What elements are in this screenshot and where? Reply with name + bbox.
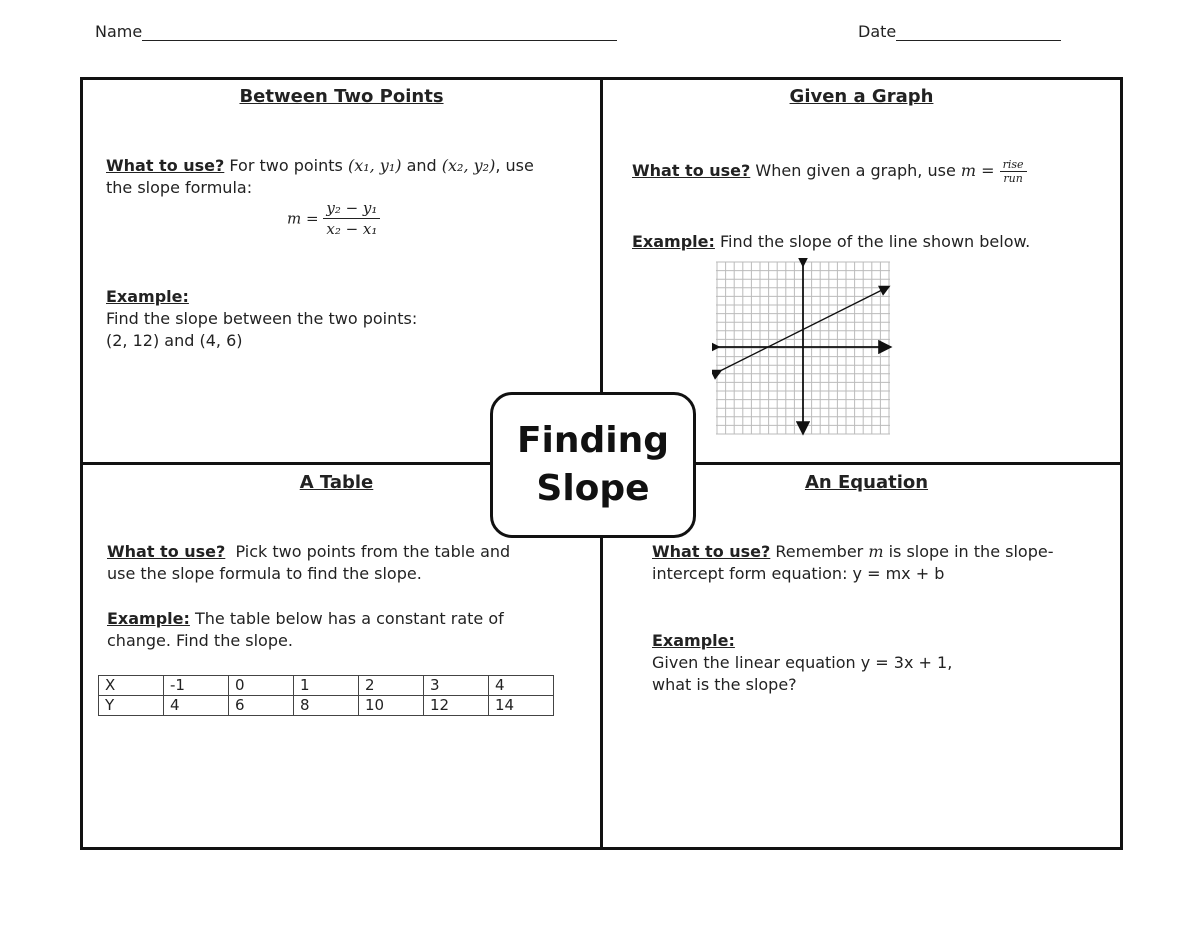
table-cell: 4 <box>164 696 229 716</box>
date-blank-line[interactable] <box>896 24 1061 41</box>
q4-example-line2: what is the slope? <box>652 675 797 694</box>
q2-title: Given a Graph <box>789 86 934 107</box>
q1-formula-lhs: m = <box>287 209 319 228</box>
q1-what-text: For two points <box>224 156 348 175</box>
table-cell: Y <box>99 696 164 716</box>
q3-what-to-use <box>107 541 577 585</box>
q1-title: Between Two Points <box>239 86 444 107</box>
q1-slope-formula <box>287 198 380 239</box>
q1-example <box>106 286 586 352</box>
q1-example-line1: Find the slope between the two points: <box>106 309 418 328</box>
name-label: Name <box>95 22 143 41</box>
q1-and-text: and <box>401 156 442 175</box>
q2-formula-denominator: run <box>1003 172 1023 185</box>
q2-example-label: Example: <box>632 232 715 251</box>
title-line1: Finding <box>516 420 670 461</box>
q1-what-to-use <box>106 155 586 199</box>
q3-what-line2: use the slope formula to find the slope. <box>107 564 422 583</box>
q1-what-line2: the slope formula: <box>106 178 253 197</box>
q3-title: A Table <box>299 472 374 493</box>
title-line2: Slope <box>536 468 650 509</box>
q1-point1: (x₁, y₁) <box>347 156 402 175</box>
date-field[interactable] <box>858 22 1061 41</box>
q3-example-label: Example: <box>107 609 190 628</box>
title-box <box>490 392 696 538</box>
q3-what-label: What to use? <box>107 542 226 561</box>
q2-formula-numerator: rise <box>1000 158 1027 172</box>
q3-what-line1: Pick two points from the table and <box>225 542 511 561</box>
q4-what-text: Remember <box>770 542 869 561</box>
q1-point2: (x₂, y₂) <box>441 156 496 175</box>
q4-m-variable: m <box>868 542 884 561</box>
q2-what-to-use <box>632 158 1112 185</box>
q2-what-label: What to use? <box>632 161 751 180</box>
table-cell: 2 <box>359 676 424 696</box>
q1-use-text: , use <box>495 156 534 175</box>
q1-example-line2: (2, 12) and (4, 6) <box>106 331 243 350</box>
q4-title: An Equation <box>804 472 929 493</box>
q2-formula-fraction <box>1000 158 1027 185</box>
q3-example-line2: change. Find the slope. <box>107 631 293 650</box>
table-cell: X <box>99 676 164 696</box>
table-cell: 14 <box>489 696 554 716</box>
table-cell: 10 <box>359 696 424 716</box>
q2-example <box>632 231 1112 253</box>
q2-example-text: Find the slope of the line shown below. <box>714 232 1031 251</box>
table-row-x <box>99 676 554 696</box>
coordinate-graph <box>712 258 894 438</box>
name-field[interactable] <box>95 22 617 41</box>
q3-example <box>107 608 577 652</box>
table-cell: 6 <box>229 696 294 716</box>
date-label: Date <box>858 22 897 41</box>
q4-example-label: Example: <box>652 631 735 650</box>
q1-formula-fraction <box>323 198 380 239</box>
q4-what-line2: intercept form equation: y = mx + b <box>652 564 945 583</box>
table-cell: 1 <box>294 676 359 696</box>
table-cell: 3 <box>424 676 489 696</box>
q4-what-to-use <box>652 541 1112 585</box>
q2-formula-lhs: m = <box>960 161 995 180</box>
q4-example-line1: Given the linear equation y = 3x + 1, <box>652 653 953 672</box>
q1-what-label: What to use? <box>106 156 225 175</box>
q3-example-line1: The table below has a constant rate of <box>189 609 504 628</box>
q2-what-text: When given a graph, use <box>750 161 961 180</box>
q1-formula-denominator: x₂ − x₁ <box>326 220 378 238</box>
q1-formula-numerator: y₂ − y₁ <box>323 198 380 219</box>
table-cell: 0 <box>229 676 294 696</box>
table-cell: -1 <box>164 676 229 696</box>
q4-what-label: What to use? <box>652 542 771 561</box>
q4-example <box>652 630 1112 696</box>
name-blank-line[interactable] <box>142 24 617 41</box>
table-cell: 12 <box>424 696 489 716</box>
q4-what-text-b: is slope in the slope- <box>883 542 1054 561</box>
table-cell: 4 <box>489 676 554 696</box>
xy-table <box>98 675 554 716</box>
table-cell: 8 <box>294 696 359 716</box>
table-row-y <box>99 696 554 716</box>
q1-example-label: Example: <box>106 287 189 306</box>
